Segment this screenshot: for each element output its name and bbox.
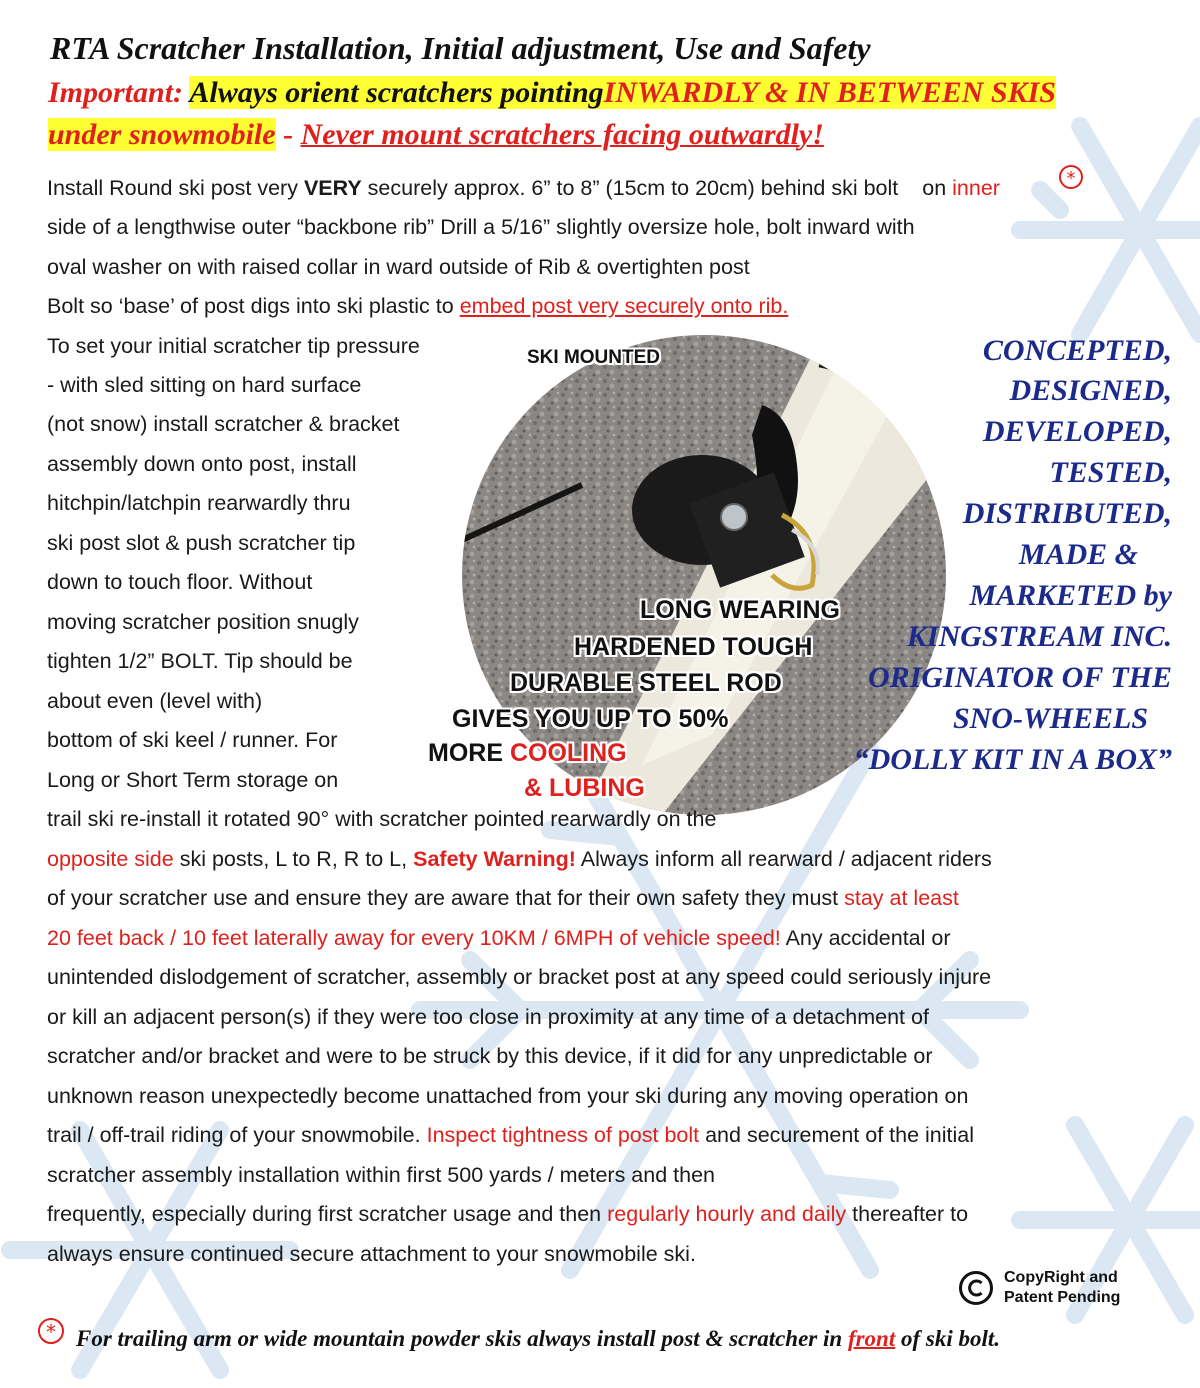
safety-line-12: always ensure continued secure attachment to your snowmobile ski. [47,1242,696,1266]
credit-line: “DOLLY KIT IN A BOX” [853,743,1172,776]
adjust-line: ski post slot & push scratcher tip [47,531,356,555]
copyright-icon [958,1270,994,1306]
safety-text: frequently, especially during first scratcher usage and then [47,1202,602,1226]
footer-text-c: of ski bolt. [900,1326,1001,1351]
safety-line-10: scratcher assembly installation within first 500 yards / meters and then [47,1163,715,1187]
adjust-line: down to touch floor. Without [47,570,313,594]
install-text: Bolt so ‘base’ of post digs into ski plastic to [47,294,454,318]
adjust-line: Long or Short Term storage on [47,768,339,792]
safety-warning-label: Safety Warning! [413,847,576,871]
safety-text: ski posts, L to R, R to L, [179,847,408,871]
credit-line: MARKETED by [969,579,1172,612]
photo-callout-5 [428,739,627,768]
copyright-line-1: CopyRight and [1004,1269,1118,1286]
important-text-c: under snowmobile [48,118,276,151]
footer-front: front [847,1326,896,1351]
safety-distance: stay at least [844,886,959,910]
photo-callout-2: HARDENED TOUGH [574,633,813,661]
credit-line: TESTED, [1049,456,1172,489]
safety-inspect: Inspect tightness of post bolt [426,1123,700,1147]
photo-callout-6 [524,774,645,803]
install-embed: embed post very securely onto rib. [459,294,789,318]
credit-line: DEVELOPED, [982,415,1172,448]
photo-callout-4: GIVES YOU UP TO 50% [452,705,729,733]
photo-callout-1: LONG WEARING [640,596,840,624]
safety-line-11 [47,1201,968,1227]
install-line-2: side of a lengthwise outer “backbone rib” Drill a 5/16” slightly oversize hole, bolt inward with [47,215,915,239]
page-title: RTA Scratcher Installation, Initial adjustment, Use and Safety [50,30,871,66]
copyright-notice [958,1268,1158,1308]
adjust-line: assembly down onto post, install [47,452,357,476]
safety-text: and securement of the initial [705,1123,975,1147]
important-notice-line-1 [48,76,1056,110]
install-line-1 [47,175,1000,201]
safety-line-7: scratcher and/or bracket and were to be struck by this device, if it did for any unpredictable or [47,1044,933,1068]
adjust-line: - with sled sitting on hard surface [47,373,362,397]
copyright-line-2: Patent Pending [1004,1289,1121,1306]
svg-text:*: * [1066,168,1076,189]
asterisk-marker-icon [36,1316,66,1346]
safety-line-5: unintended dislodgement of scratcher, assembly or bracket post at any speed could seriously injure [47,965,992,989]
safety-line-9 [47,1122,974,1148]
safety-line-2 [47,846,992,872]
safety-text: Any accidental or [785,926,951,950]
important-dash: - [283,118,294,151]
safety-line-1: trail ski re-install it rotated 90° with scratcher pointed rearwardly on the [47,807,717,831]
important-text-a: Always orient scratchers pointing [189,76,604,109]
credit-line: SNO-WHEELS [952,702,1148,735]
photo-callout-text: MORE [428,739,503,767]
photo-label-ski-mounted: SKI MOUNTED [527,347,660,368]
adjust-line: bottom of ski keel / runner. For [47,728,338,752]
install-line-4 [47,293,788,319]
install-text: securely approx. 6” to 8” (15cm to 20cm) behind ski bolt [367,176,899,200]
install-emphasis: VERY [303,176,362,200]
safety-regularly: regularly hourly and daily [607,1202,847,1226]
adjust-line: about even (level with) [47,689,263,713]
safety-opposite-side: opposite side [47,847,174,871]
install-text: on [922,176,947,200]
photo-callout-3: DURABLE STEEL ROD [510,669,782,697]
footer-text-a: For trailing arm or wide mountain powder skis always install post & scratcher in [76,1326,843,1351]
safety-line-6: or kill an adjacent person(s) if they were too close in proximity at any time of a detachment of [47,1005,929,1029]
safety-text: trail / off-trail riding of your snowmobile. [47,1123,421,1147]
important-warning: Never mount scratchers facing outwardly! [300,118,824,151]
credit-line: CONCEPTED, [982,334,1172,367]
adjust-line: hitchpin/latchpin rearwardly thru [47,491,351,515]
copyright-text [1004,1268,1120,1308]
credit-line: MADE & [1018,538,1138,571]
safety-text: of your scratcher use and ensure they are aware that for their own safety they must [47,886,839,910]
install-text: Install Round ski post very [47,176,298,200]
svg-text:*: * [46,1320,56,1344]
important-notice-line-2 [48,118,824,152]
credit-line: ORIGINATOR OF THE [868,661,1172,694]
important-text-b: INWARDLY & IN BETWEEN SKIS [603,76,1056,109]
safety-text: thereafter to [852,1202,969,1226]
credit-line: KINGSTREAM INC. [906,620,1172,653]
credit-line: DESIGNED, [1009,374,1172,407]
install-line-3: oval washer on with raised collar in ward outside of Rib & overtighten post [47,255,750,279]
adjust-line: moving scratcher position snugly [47,610,359,634]
safety-distance: 20 feet back / 10 feet laterally away for every 10KM / 6MPH of vehicle speed! [47,926,781,950]
footer-text [76,1326,1000,1352]
safety-line-3 [47,885,959,911]
safety-line-8: unknown reason unexpectedly become unattached from your ski during any moving operation on [47,1084,969,1108]
bolt-marker-icon [1058,164,1084,190]
credit-line: DISTRIBUTED, [962,497,1172,530]
adjust-line: (not snow) install scratcher & bracket [47,412,400,436]
install-inner: inner [952,176,1000,200]
important-label: Important: [48,76,184,109]
safety-text: Always inform all rearward / adjacent riders [580,847,992,871]
adjust-line: tighten 1/2” BOLT. Tip should be [47,649,353,673]
safety-line-4 [47,925,951,951]
adjust-line: To set your initial scratcher tip pressure [47,334,420,358]
photo-callout-lubing: & LUBING [524,774,645,802]
photo-callout-cooling: COOLING [509,739,627,767]
